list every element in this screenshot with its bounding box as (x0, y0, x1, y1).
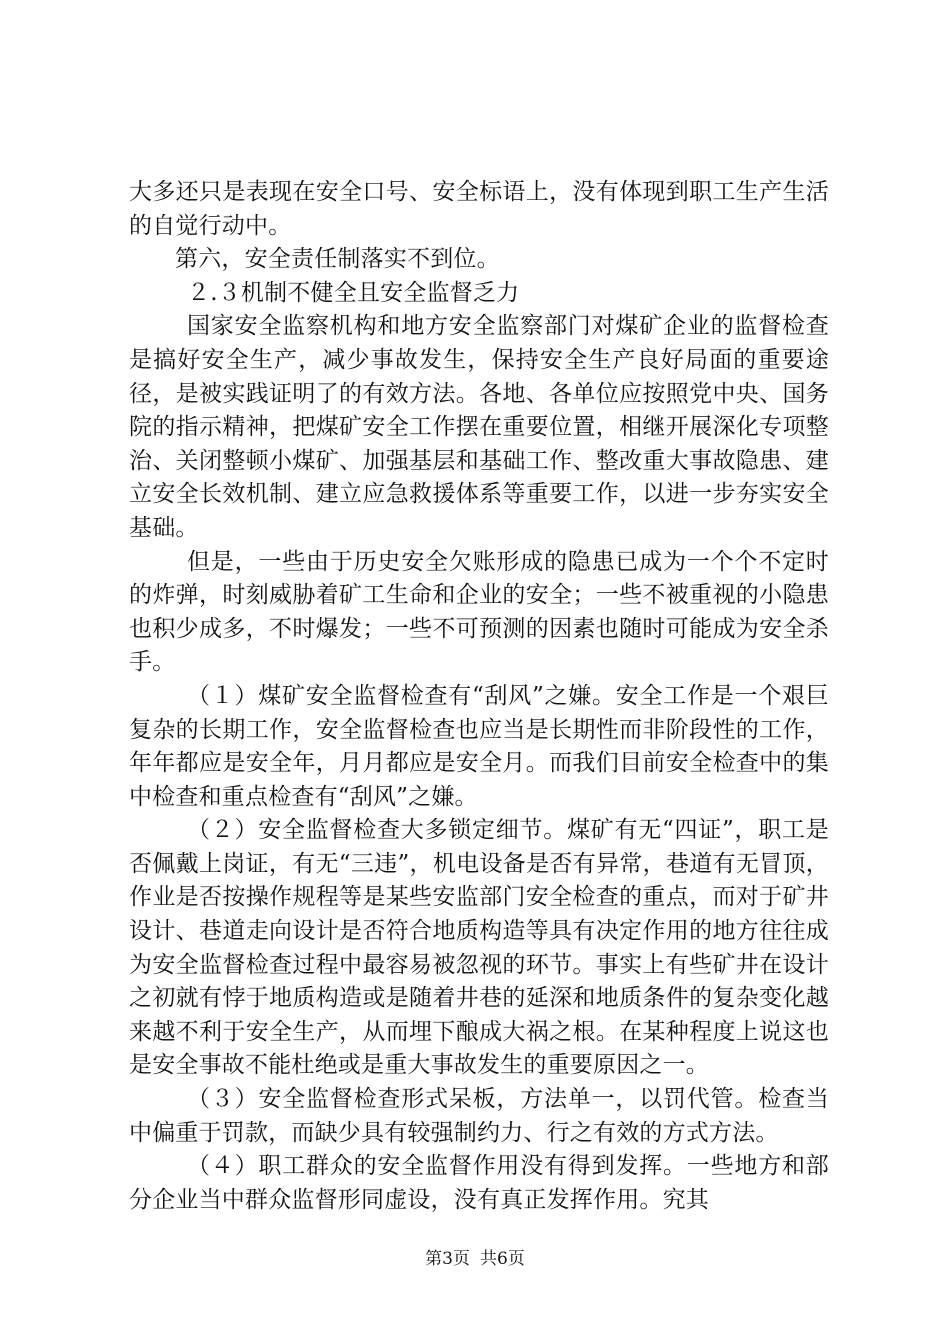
paragraph-5: 但是，一些由于历史安全欠账形成的隐患已成为一个个不定时的炸弹，时刻威胁着矿工生命和企业的安全；一些不被重视的小隐患也积少成多，不时爆发；一些不可预测的因素也随时可能成为安全杀手。 (129, 548, 829, 676)
page-footer (0, 1244, 950, 1269)
paragraph-1: 大多还只是表现在安全口号、安全标语上，没有体现到职工生产生活的自觉行动中。 (129, 179, 829, 239)
section-heading: ２.３机制不健全且安全监督乏力 (187, 279, 520, 306)
paragraph-4: 国家安全监察机构和地方安全监察部门对煤矿企业的监督检查是搞好安全生产，减少事故发生，保持安全生产良好局面的重要途径，是被实践证明了的有效方法。各地、各单位应按照党中央、国务院的指示精神，把煤矿安全工作摆在重要位置，相继开展深化专项整治、关闭整顿小煤矿、加强基层和基础工作、整改重大事故隐患、建立安全长效机制、建立应急救援体系等重要工作，以进一步夯实安全基础。 (129, 313, 829, 541)
page-total: 共6页 (480, 1249, 525, 1269)
paragraph-8: （３）安全监督检查形式呆板，方法单一，以罚代管。检查当中偏重于罚款，而缺少具有较强制约力、行之有效的方式方法。 (129, 1086, 829, 1146)
document-body (129, 176, 829, 1217)
paragraph-7: （２）安全监督检查大多锁定细节。煤矿有无“四证”，职工是否佩戴上岗证，有无“三违”，机电设备是否有异常，巷道有无冒顶，作业是否按操作规程等是某些安监部门安全检查的重点，而对于矿井设计、巷道走向设计是否符合地质构造等具有决定作用的地方往往成为安全监督检查过程中最容易被忽视的环节。事实上有些矿井在设计之初就有悖于地质构造或是随着井巷的延深和地质条件的复杂变化越来越不利于安全生产，从而埋下酿成大祸之根。在某种程度上说这也是安全事故不能杜绝或是重大事故发生的重要原因之一。 (129, 817, 829, 1079)
paragraph-6: （１）煤矿安全监督检查有“刮风”之嫌。安全工作是一个艰巨复杂的长期工作，安全监督检查也应当是长期性而非阶段性的工作，年年都应是安全年，月月都应是安全月。而我们目前安全检查中的集中检查和重点检查有“刮风”之嫌。 (129, 682, 829, 810)
page-number: 第3页 (425, 1249, 470, 1269)
paragraph-2: 第六，安全责任制落实不到位。 (175, 246, 500, 273)
paragraph-9: （４）职工群众的安全监督作用没有得到发挥。一些地方和部分企业当中群众监督形同虚设，没有真正发挥作用。究其 (129, 1153, 829, 1213)
